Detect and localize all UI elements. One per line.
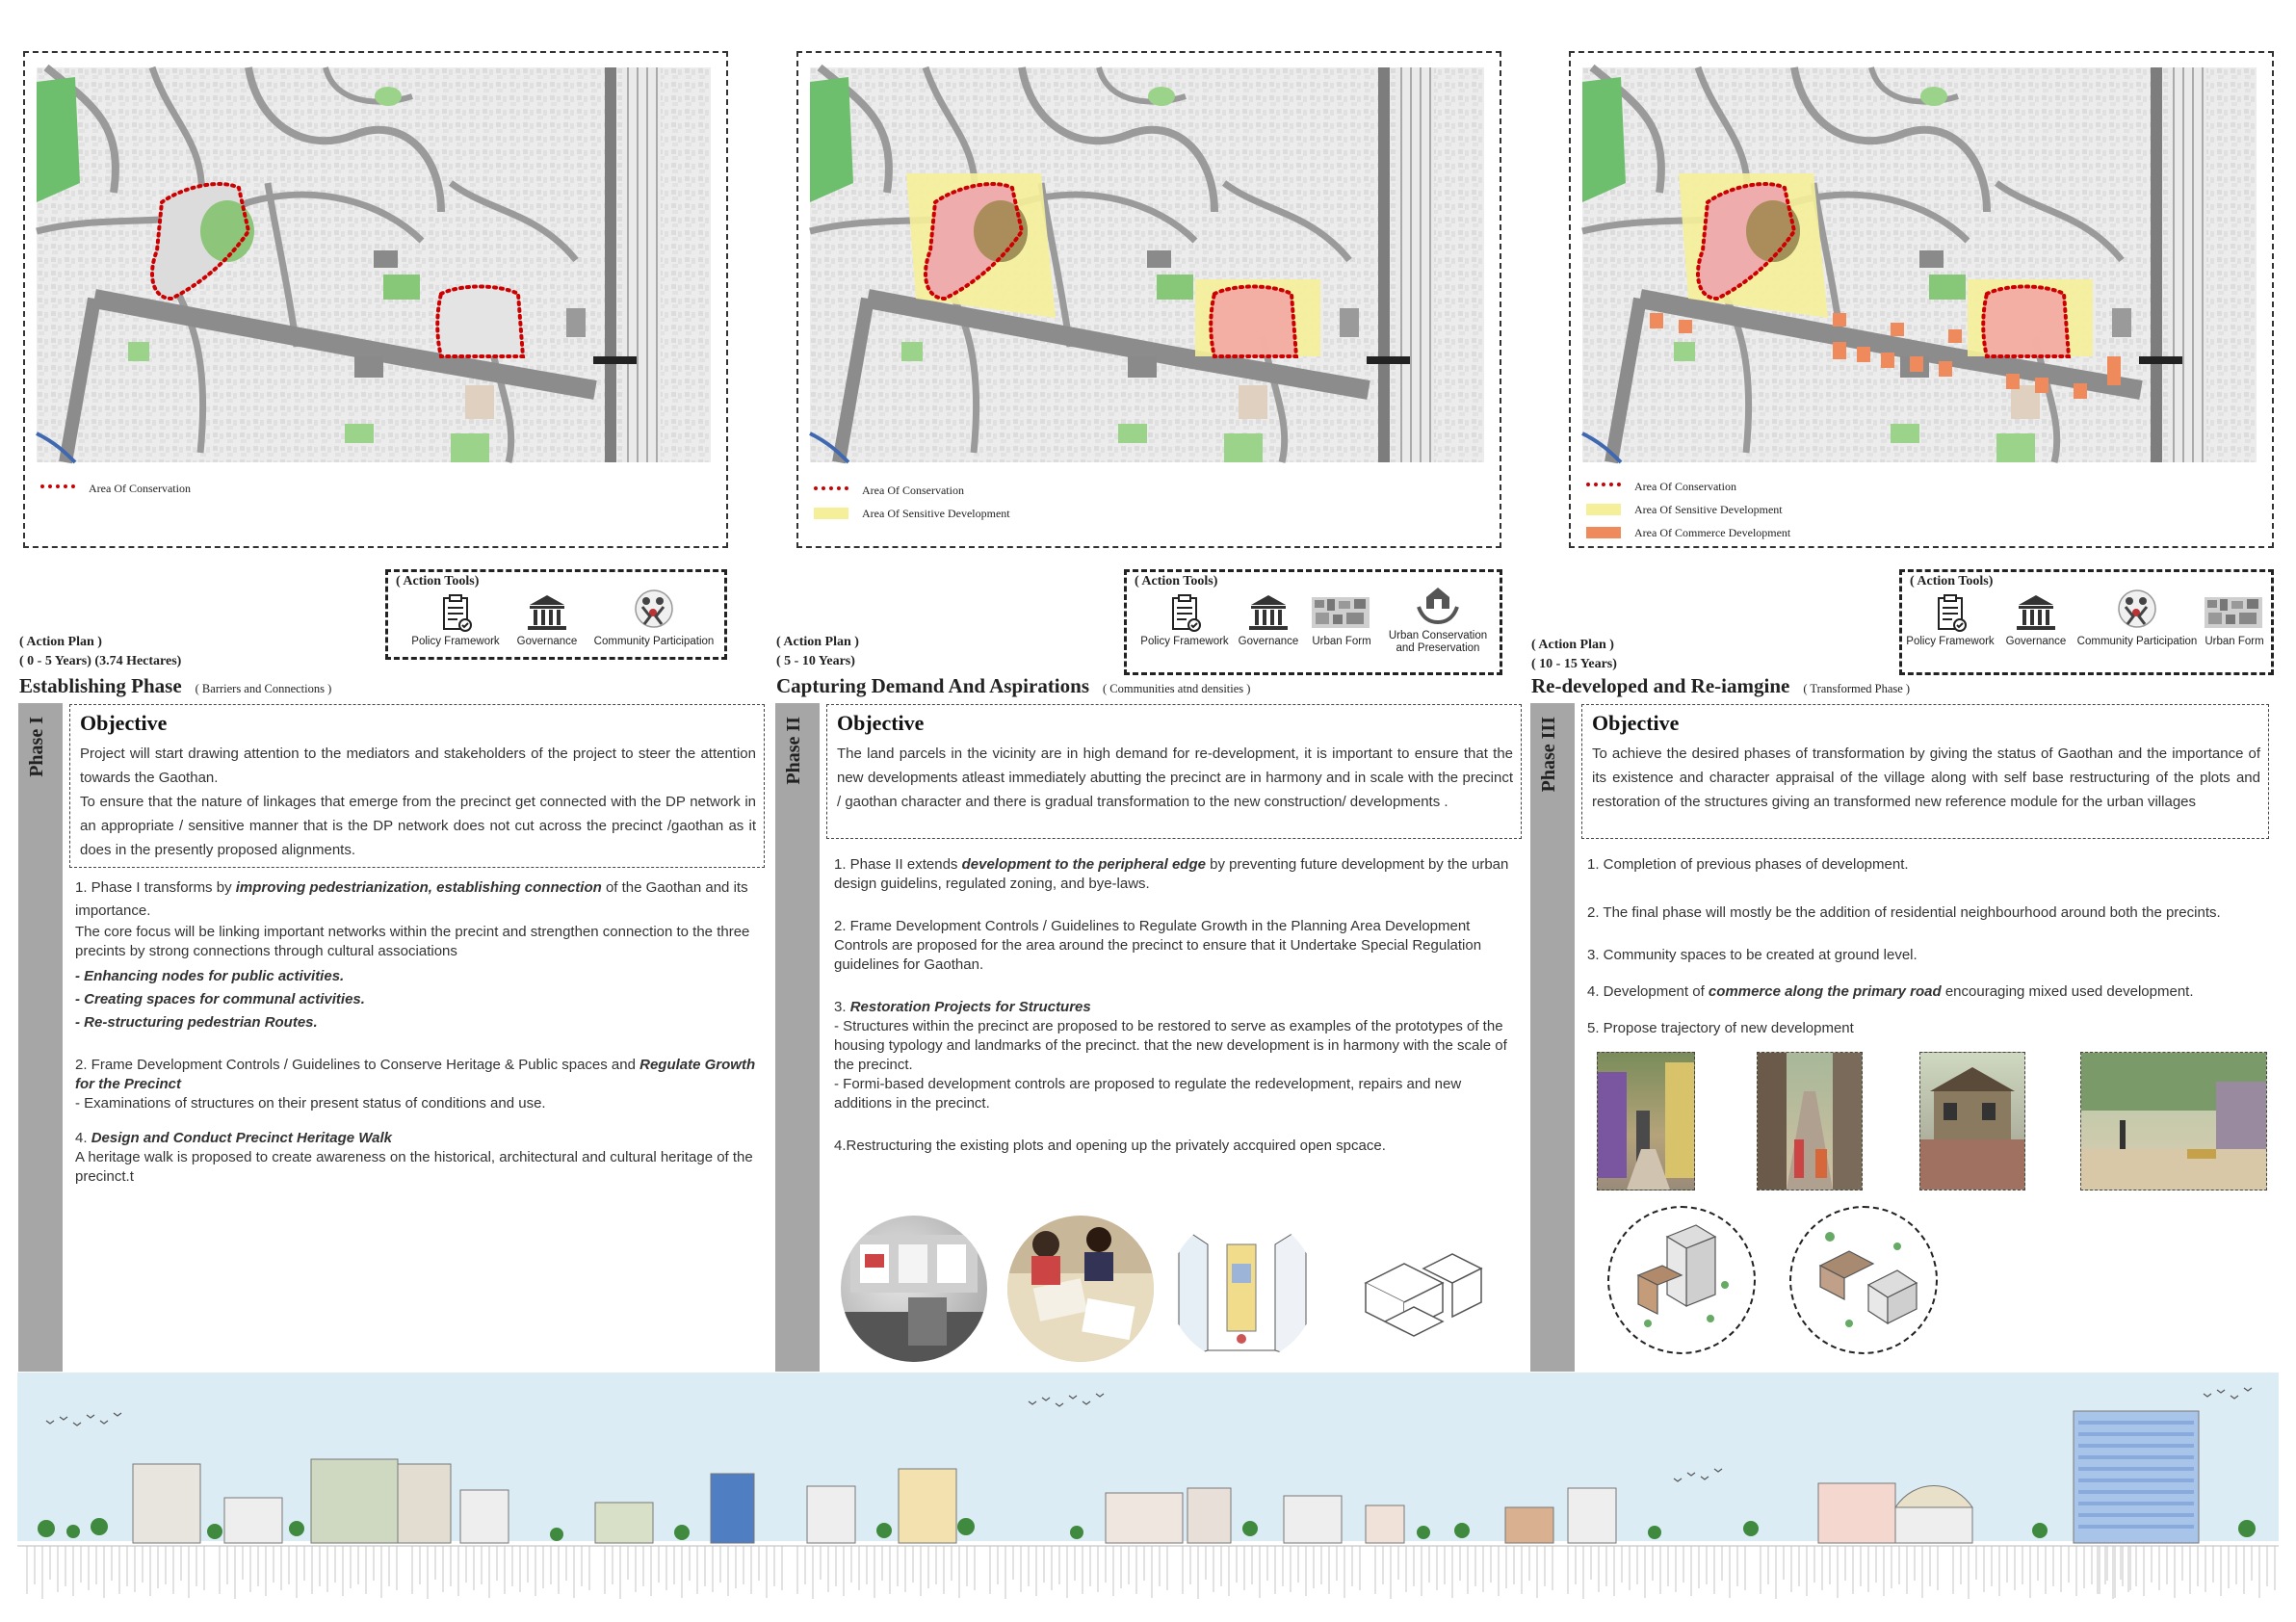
- phase-title: Capturing Demand And Aspirations: [776, 674, 1089, 697]
- commerce-swatch: [1586, 527, 1621, 538]
- phase-subtitle: ( Barriers and Connections ): [195, 682, 332, 695]
- workshop-image: [1007, 1216, 1154, 1362]
- objective-text: To ensure that the nature of linkages that emerge from the precinct get connected with the DP network in an appropriate / sensitive manner that is the DP network does not cut across the precinct /gaothan as it does in the presently proposed alignments.: [80, 794, 756, 858]
- phase-1-bar: [18, 703, 63, 1372]
- legend-label: Area Of Conservation: [862, 483, 964, 497]
- phase-3-body: [1587, 855, 2269, 1044]
- phase-2-body: [834, 855, 1518, 1162]
- body-text: 2. Frame Development Controls / Guidelines to Conserve Heritage & Public spaces and: [75, 1057, 640, 1073]
- phase-title: Re-developed and Re-iamgine: [1531, 674, 1790, 697]
- body-text: 1. Phase II extends: [834, 856, 962, 873]
- body-emphasis: improving pedestrianization, establishing connection: [235, 879, 602, 896]
- objective-2: [826, 704, 1522, 839]
- body-text: 4. Development of: [1587, 983, 1709, 1000]
- body-emphasis: Design and Conduct Precinct Heritage Walk: [91, 1130, 392, 1146]
- sensitive-swatch: [1586, 504, 1621, 515]
- street-photo-4: [2080, 1052, 2267, 1190]
- body-text: encouraging mixed used development.: [1941, 983, 2194, 1000]
- phase-bar-label: Phase I: [26, 717, 47, 777]
- action-plan-label: ( Action Plan ): [1531, 638, 1614, 652]
- body-text: 3. Community spaces to be created at ground level.: [1587, 947, 1918, 963]
- tool-label: Governance: [1238, 636, 1299, 647]
- community-icon: [633, 589, 675, 634]
- legend-label: Area Of Sensitive Development: [862, 506, 1010, 520]
- tool-governance: [1235, 593, 1302, 648]
- conservation-swatch: [814, 486, 848, 494]
- action-plan-period: ( 5 - 10 Years): [776, 654, 855, 668]
- street-photo-1-drawing: [1598, 1053, 1694, 1190]
- bullet: - Creating spaces for communal activities.: [75, 991, 365, 1007]
- action-plan-2: [776, 633, 859, 671]
- map-phase-3: [1569, 51, 2274, 548]
- legend-label: Area Of Commerce Development: [1634, 525, 1791, 539]
- body-emphasis: commerce along the primary road: [1708, 983, 1942, 1000]
- workshop-drawing: [1007, 1216, 1154, 1362]
- tool-governance: [513, 593, 581, 648]
- street-sketch-image: [1169, 1216, 1316, 1362]
- body-emphasis: Restoration Projects for Structures: [849, 999, 1091, 1015]
- urban-form-icon: [2205, 593, 2264, 634]
- body-text: of the Gaothan and its importance.: [75, 879, 748, 919]
- body-text: 2. Frame Development Controls / Guidelines to Regulate Growth in the Planning Area Development Controls are proposed for the area around the precinct to ensure that it Undertake Special Regulation guidelines for Gaothan.: [834, 918, 1482, 973]
- sensitive-swatch: [814, 508, 848, 519]
- map-3-legend: [1586, 475, 1790, 544]
- tool-label: Urban Conservation and Preservation: [1388, 630, 1488, 654]
- tool-label: Governance: [2005, 636, 2067, 647]
- objective-text: To achieve the desired phases of transformation by giving the status of Gaothan and the importance of its existence and character appraisal of the village along with self base restructuring of the plots and restoration of the structures giving an transformed new reference module for the urban villages: [1592, 746, 2260, 810]
- action-tools-title: ( Action Tools): [396, 574, 480, 589]
- street-photo-3: [1919, 1052, 2025, 1190]
- objective-text: The land parcels in the vicinity are in high demand for re-development, it is important to ensure that the new developments atleast immediately abutting the precinct are in harmony and in scale with the precinct / gaothan character and there is gradual transformation to the new construction/ developments .: [837, 746, 1513, 810]
- objective-3: [1581, 704, 2269, 839]
- isometric-sketch-1-drawing: [1609, 1208, 1754, 1352]
- governance-icon: [2015, 593, 2057, 634]
- body-text: 1. Phase I transforms by: [75, 879, 236, 896]
- objective-1: [69, 704, 765, 868]
- phase-bar-label: Phase II: [783, 717, 804, 785]
- isometric-blocks-image: [1346, 1216, 1506, 1362]
- action-plan-label: ( Action Plan ): [776, 635, 859, 649]
- bullet: - Enhancing nodes for public activities.: [75, 968, 345, 984]
- street-photo-1: [1597, 1052, 1695, 1190]
- bullet: - Re-structuring pedestrian Routes.: [75, 1014, 318, 1031]
- tool-policy-framework: [1136, 593, 1233, 648]
- gallery-interior-image: [841, 1216, 987, 1362]
- objective-title: Objective: [837, 711, 925, 735]
- action-tools-title: ( Action Tools): [1135, 574, 1218, 589]
- conservation-hands-icon: [1417, 586, 1459, 628]
- body-text: 3.: [834, 999, 850, 1015]
- street-sketch-drawing: [1169, 1216, 1316, 1362]
- tool-urban-form: [2199, 593, 2270, 648]
- governance-icon: [526, 593, 568, 634]
- street-elevation: [17, 1373, 2279, 1607]
- body-text: - Formi-based development controls are proposed to regulate the redevelopment, repairs and new additions in the precinct.: [834, 1076, 1462, 1112]
- legend-label: Area Of Conservation: [89, 481, 191, 495]
- tool-policy-framework: [407, 593, 504, 648]
- tool-label: Urban Form: [1312, 636, 1371, 647]
- tool-label: Community Participation: [593, 636, 715, 647]
- action-plan-label: ( Action Plan ): [19, 635, 102, 649]
- phase-3-title: [1531, 674, 1910, 698]
- body-text: - Examinations of structures on their present status of conditions and use.: [75, 1095, 546, 1112]
- tool-label: Urban Form: [2205, 636, 2264, 647]
- body-text: 5. Propose trajectory of new development: [1587, 1020, 1854, 1036]
- phase-2-title: [776, 674, 1250, 698]
- body-emphasis: development to the peripheral edge: [961, 856, 1206, 873]
- street-photo-2: [1757, 1052, 1863, 1190]
- action-plan-period: ( 10 - 15 Years): [1531, 657, 1617, 671]
- action-plan-1: [19, 633, 181, 671]
- phase-subtitle: ( Communities atnd densities ): [1103, 682, 1251, 695]
- objective-title: Objective: [80, 711, 168, 735]
- map-1-legend: [40, 477, 191, 500]
- conservation-swatch: [40, 484, 75, 492]
- community-icon: [2116, 589, 2158, 634]
- action-tools-2: [1124, 569, 1502, 675]
- policy-icon: [434, 593, 477, 634]
- phase-title: Establishing Phase: [19, 674, 182, 697]
- tool-label: Policy Framework: [411, 636, 500, 647]
- body-text: 2. The final phase will mostly be the addition of residential neighbourhood around both the precints.: [1587, 904, 2221, 921]
- tool-label: Policy Framework: [1906, 636, 1995, 647]
- action-plan-period: ( 0 - 5 Years) (3.74 Hectares): [19, 654, 182, 668]
- body-text: 4.Restructuring the existing plots and opening up the privately accquired open spcace.: [834, 1138, 1386, 1154]
- map-1-drawing: [25, 53, 726, 546]
- tool-label: Community Participation: [2076, 636, 2198, 647]
- street-photo-3-drawing: [1920, 1053, 2024, 1190]
- phase-3-bar: [1530, 703, 1575, 1372]
- tool-community-participation: [588, 589, 719, 648]
- isometric-blocks-drawing: [1346, 1216, 1506, 1362]
- objective-text: Project will start drawing attention to the mediators and stakeholders of the project to steer the attention towards the Gaothan.: [80, 746, 756, 786]
- phase-1-title: [19, 674, 331, 698]
- policy-icon: [1163, 593, 1206, 634]
- tool-community-participation: [2072, 589, 2203, 648]
- body-text: 4.: [75, 1130, 91, 1146]
- legend-label: Area Of Sensitive Development: [1634, 502, 1783, 516]
- isometric-sketch-2-drawing: [1791, 1208, 1936, 1352]
- map-2-legend: [814, 479, 1010, 525]
- body-text: by preventing future development by the urban design guidelins, regulated zoning, and bye-laws.: [834, 856, 1509, 892]
- phase-1-body: [75, 876, 765, 1192]
- isometric-sketch-2: [1789, 1206, 1938, 1354]
- tool-label: Governance: [516, 636, 578, 647]
- map-2-drawing: [798, 53, 1500, 546]
- street-photo-2-drawing: [1758, 1053, 1862, 1190]
- phase-2-bar: [775, 703, 820, 1372]
- body-text: - Structures within the precinct are proposed to be restored to serve as examples of the prototypes of the housing typology and landmarks of the precinct. that the new development is in harmony with the scale of the precinct.: [834, 1018, 1507, 1073]
- body-emphasis: Regulate Growth for the Precinct: [75, 1057, 756, 1092]
- tool-policy-framework: [1902, 593, 1998, 648]
- street-elevation-drawing: [17, 1373, 2279, 1607]
- map-phase-1: [23, 51, 728, 548]
- tool-governance: [2002, 593, 2070, 648]
- policy-icon: [1929, 593, 1971, 634]
- objective-title: Objective: [1592, 711, 1680, 735]
- action-tools-3: [1899, 569, 2274, 675]
- map-phase-2: [796, 51, 1501, 548]
- map-3-drawing: [1571, 53, 2272, 546]
- urban-form-icon: [1312, 593, 1371, 634]
- body-text: The core focus will be linking important networks within the precint and strengthen connection to the three precints by strong connections through cultural associations: [75, 924, 750, 959]
- action-plan-3: [1531, 636, 1617, 674]
- governance-icon: [1247, 593, 1290, 634]
- phase-bar-label: Phase III: [1538, 717, 1559, 793]
- action-tools-1: [385, 569, 727, 660]
- conservation-swatch: [1586, 483, 1621, 490]
- gallery-interior-drawing: [841, 1216, 987, 1362]
- body-text: 1. Completion of previous phases of development.: [1587, 856, 1909, 873]
- tool-urban-form: [1306, 593, 1377, 648]
- action-tools-title: ( Action Tools): [1910, 574, 1994, 589]
- body-text: A heritage walk is proposed to create awareness on the historical, architectural and cultural heritage of the precinct.t: [75, 1149, 753, 1185]
- tool-label: Policy Framework: [1140, 636, 1229, 647]
- isometric-sketch-1: [1607, 1206, 1756, 1354]
- street-photo-4-drawing: [2081, 1053, 2266, 1190]
- phase-subtitle: ( Transformed Phase ): [1803, 682, 1911, 695]
- tool-urban-conservation: [1381, 586, 1495, 655]
- legend-label: Area Of Conservation: [1634, 479, 1736, 493]
